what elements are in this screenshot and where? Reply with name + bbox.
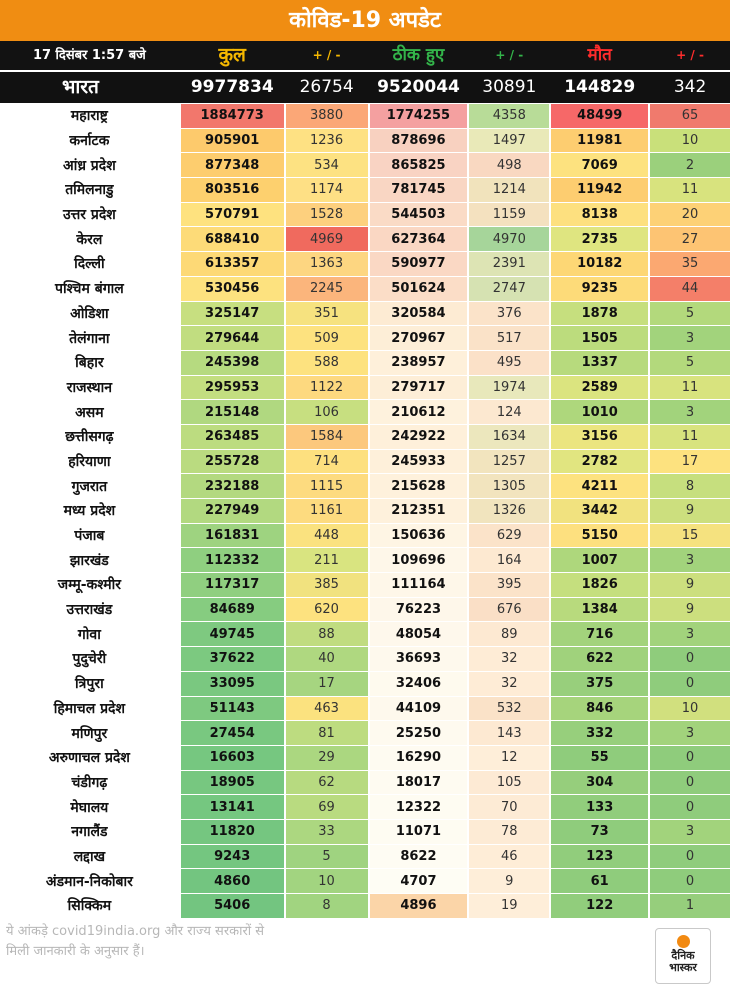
- total-cell: 803516: [181, 178, 284, 202]
- recovered-cell: 150636: [370, 524, 468, 548]
- source-note-line2: मिली जानकारी के अनुसार हैं।: [6, 944, 145, 959]
- recovered-cell: 32406: [370, 672, 468, 696]
- total-cell: 255728: [181, 450, 284, 474]
- deaths-cell: 1826: [551, 573, 648, 597]
- recovered-cell: 76223: [370, 598, 468, 622]
- table-row: [0, 869, 730, 894]
- total-change-cell: 588: [286, 351, 368, 375]
- recovered-change-cell: 495: [469, 351, 549, 375]
- recovered-cell: 11071: [370, 820, 468, 844]
- recovered-change-cell: 32: [469, 647, 549, 671]
- recovered-change-cell: 676: [469, 598, 549, 622]
- state-name: असम: [0, 400, 179, 424]
- deaths-change-cell: 0: [650, 746, 730, 770]
- recovered-cell: 210612: [370, 400, 468, 424]
- recovered-cell: 12322: [370, 795, 468, 819]
- total-header: कुल: [218, 44, 246, 66]
- recovered-change-cell: 1214: [469, 178, 549, 202]
- deaths-cell: 332: [551, 721, 648, 745]
- table-row: [0, 153, 730, 178]
- logo-text-line2: भास्कर: [669, 961, 697, 974]
- total-cell: 84689: [181, 598, 284, 622]
- total-cell: 215148: [181, 400, 284, 424]
- deaths-change-cell: 3: [650, 820, 730, 844]
- recovered-header: ठीक हुए: [392, 45, 445, 65]
- dainik-bhaskar-logo: [655, 928, 711, 984]
- total-cell: 613357: [181, 252, 284, 276]
- recovered-change-cell: 143: [469, 721, 549, 745]
- table-row: [0, 474, 730, 499]
- total-cell: 263485: [181, 425, 284, 449]
- india-deaths-change: 342: [673, 77, 707, 97]
- state-name: उत्तर प्रदेश: [0, 203, 179, 227]
- recovered-cell: 1774255: [370, 104, 468, 128]
- deaths-change-cell: 9: [650, 598, 730, 622]
- recovered-change-cell: 164: [469, 548, 549, 572]
- deaths-change-cell: 3: [650, 721, 730, 745]
- total-change-cell: 81: [286, 721, 368, 745]
- total-change-cell: 62: [286, 771, 368, 795]
- table-row: [0, 524, 730, 549]
- table-row: [0, 548, 730, 573]
- deaths-change-cell: 9: [650, 499, 730, 523]
- total-change-cell: 385: [286, 573, 368, 597]
- total-cell: 9243: [181, 845, 284, 869]
- state-name: दिल्ली: [0, 252, 179, 276]
- logo-text-line1: दैनिक: [671, 949, 695, 962]
- deaths-cell: 1007: [551, 548, 648, 572]
- recovered-change-cell: 1326: [469, 499, 549, 523]
- source-note-line1: ये आंकड़े covid19india.org और राज्य सरकारों से: [6, 924, 265, 939]
- total-cell: 117317: [181, 573, 284, 597]
- total-cell: 530456: [181, 277, 284, 301]
- state-name: ओडिशा: [0, 302, 179, 326]
- state-data-table: [0, 104, 730, 919]
- table-row: [0, 622, 730, 647]
- total-cell: 688410: [181, 227, 284, 251]
- deaths-cell: 2735: [551, 227, 648, 251]
- recovered-change-cell: 376: [469, 302, 549, 326]
- recovered-change-cell: 46: [469, 845, 549, 869]
- total-change-cell: 534: [286, 153, 368, 177]
- deaths-cell: 11942: [551, 178, 648, 202]
- deaths-cell: 7069: [551, 153, 648, 177]
- state-name: मेघालय: [0, 795, 179, 819]
- total-cell: 11820: [181, 820, 284, 844]
- state-name: मध्य प्रदेश: [0, 499, 179, 523]
- deaths-cell: 1505: [551, 326, 648, 350]
- total-cell: 51143: [181, 697, 284, 721]
- recovered-cell: 8622: [370, 845, 468, 869]
- recovered-change-cell: 629: [469, 524, 549, 548]
- state-name: आंध्र प्रदेश: [0, 153, 179, 177]
- deaths-change-cell: 3: [650, 400, 730, 424]
- deaths-header: मौत: [587, 45, 612, 65]
- deaths-change-cell: 27: [650, 227, 730, 251]
- deaths-cell: 55: [551, 746, 648, 770]
- deaths-cell: 61: [551, 869, 648, 893]
- total-cell: 232188: [181, 474, 284, 498]
- deaths-cell: 3442: [551, 499, 648, 523]
- deaths-cell: 8138: [551, 203, 648, 227]
- state-name: अंडमान-निकोबार: [0, 869, 179, 893]
- deaths-cell: 375: [551, 672, 648, 696]
- deaths-change-cell: 17: [650, 450, 730, 474]
- deaths-change-cell: 20: [650, 203, 730, 227]
- deaths-change-cell: 3: [650, 548, 730, 572]
- deaths-change-cell: 15: [650, 524, 730, 548]
- recovered-change-cell: 1974: [469, 376, 549, 400]
- recovered-cell: 16290: [370, 746, 468, 770]
- table-row: [0, 178, 730, 203]
- table-row: [0, 302, 730, 327]
- total-change-cell: 1161: [286, 499, 368, 523]
- deaths-cell: 122: [551, 894, 648, 918]
- total-change-cell: 1584: [286, 425, 368, 449]
- total-change-cell: 1363: [286, 252, 368, 276]
- deaths-change-cell: 0: [650, 795, 730, 819]
- table-row: [0, 425, 730, 450]
- recovered-change-cell: 532: [469, 697, 549, 721]
- total-cell: 279644: [181, 326, 284, 350]
- deaths-change-cell: 5: [650, 351, 730, 375]
- recovered-change-cell: 70: [469, 795, 549, 819]
- recovered-cell: 109696: [370, 548, 468, 572]
- recovered-cell: 627364: [370, 227, 468, 251]
- total-cell: 227949: [181, 499, 284, 523]
- deaths-cell: 622: [551, 647, 648, 671]
- deaths-change-cell: 0: [650, 869, 730, 893]
- total-cell: 161831: [181, 524, 284, 548]
- total-change-cell: 4969: [286, 227, 368, 251]
- deaths-change-cell: 8: [650, 474, 730, 498]
- table-row: [0, 894, 730, 919]
- state-name: तेलंगाना: [0, 326, 179, 350]
- table-row: [0, 277, 730, 302]
- recovered-change-cell: 1305: [469, 474, 549, 498]
- recovered-cell: 44109: [370, 697, 468, 721]
- state-name: पंजाब: [0, 524, 179, 548]
- deaths-cell: 2589: [551, 376, 648, 400]
- total-change-cell: 29: [286, 746, 368, 770]
- table-row: [0, 400, 730, 425]
- recovered-change-cell: 2747: [469, 277, 549, 301]
- total-cell: 877348: [181, 153, 284, 177]
- recovered-change-cell: 1634: [469, 425, 549, 449]
- state-name: सिक्किम: [0, 894, 179, 918]
- total-cell: 49745: [181, 622, 284, 646]
- page-title: कोविड-19 अपडेट: [0, 0, 730, 41]
- deaths-change-cell: 0: [650, 845, 730, 869]
- total-cell: 570791: [181, 203, 284, 227]
- recovered-change-cell: 9: [469, 869, 549, 893]
- recovered-change-cell: 89: [469, 622, 549, 646]
- recovered-cell: 48054: [370, 622, 468, 646]
- deaths-cell: 9235: [551, 277, 648, 301]
- total-cell: 16603: [181, 746, 284, 770]
- recovered-cell: 111164: [370, 573, 468, 597]
- india-recovered: 9520044: [377, 77, 460, 97]
- state-name: राजस्थान: [0, 376, 179, 400]
- state-name: तमिलनाडु: [0, 178, 179, 202]
- total-change-cell: 17: [286, 672, 368, 696]
- state-name: कर्नाटक: [0, 129, 179, 153]
- deaths-change-cell: 65: [650, 104, 730, 128]
- total-change-cell: 463: [286, 697, 368, 721]
- total-cell: 112332: [181, 548, 284, 572]
- state-name: पश्चिम बंगाल: [0, 277, 179, 301]
- sun-dot-icon: [677, 935, 690, 948]
- total-change-cell: 1122: [286, 376, 368, 400]
- total-change-cell: 448: [286, 524, 368, 548]
- total-change-cell: 1174: [286, 178, 368, 202]
- recovered-cell: 590977: [370, 252, 468, 276]
- recovered-change-header: + / -: [495, 48, 524, 62]
- recovered-cell: 215628: [370, 474, 468, 498]
- total-change-cell: 1115: [286, 474, 368, 498]
- deaths-cell: 10182: [551, 252, 648, 276]
- recovered-cell: 238957: [370, 351, 468, 375]
- total-change-cell: 5: [286, 845, 368, 869]
- table-row: [0, 227, 730, 252]
- state-name: उत्तराखंड: [0, 598, 179, 622]
- recovered-cell: 36693: [370, 647, 468, 671]
- deaths-change-cell: 5: [650, 302, 730, 326]
- deaths-change-cell: 3: [650, 622, 730, 646]
- table-row: [0, 104, 730, 129]
- total-change-cell: 1528: [286, 203, 368, 227]
- total-change-cell: 3880: [286, 104, 368, 128]
- state-name: हिमाचल प्रदेश: [0, 697, 179, 721]
- total-cell: 13141: [181, 795, 284, 819]
- total-change-cell: 10: [286, 869, 368, 893]
- recovered-cell: 4707: [370, 869, 468, 893]
- table-row: [0, 351, 730, 376]
- recovered-cell: 25250: [370, 721, 468, 745]
- deaths-cell: 123: [551, 845, 648, 869]
- recovered-cell: 212351: [370, 499, 468, 523]
- table-row: [0, 721, 730, 746]
- column-header-row: [0, 41, 730, 70]
- table-row: [0, 598, 730, 623]
- total-change-header: + / -: [312, 48, 341, 62]
- table-row: [0, 845, 730, 870]
- table-row: [0, 795, 730, 820]
- deaths-cell: 1010: [551, 400, 648, 424]
- total-cell: 33095: [181, 672, 284, 696]
- total-change-cell: 33: [286, 820, 368, 844]
- table-row: [0, 746, 730, 771]
- recovered-cell: 320584: [370, 302, 468, 326]
- recovered-change-cell: 124: [469, 400, 549, 424]
- total-cell: 37622: [181, 647, 284, 671]
- deaths-change-cell: 9: [650, 573, 730, 597]
- total-change-cell: 351: [286, 302, 368, 326]
- recovered-change-cell: 1159: [469, 203, 549, 227]
- deaths-cell: 4211: [551, 474, 648, 498]
- deaths-cell: 2782: [551, 450, 648, 474]
- total-change-cell: 2245: [286, 277, 368, 301]
- recovered-cell: 4896: [370, 894, 468, 918]
- deaths-cell: 11981: [551, 129, 648, 153]
- recovered-change-cell: 1497: [469, 129, 549, 153]
- table-row: [0, 326, 730, 351]
- recovered-change-cell: 1257: [469, 450, 549, 474]
- total-cell: 18905: [181, 771, 284, 795]
- deaths-cell: 73: [551, 820, 648, 844]
- total-cell: 295953: [181, 376, 284, 400]
- recovered-cell: 781745: [370, 178, 468, 202]
- india-label: भारत: [62, 76, 99, 98]
- total-cell: 5406: [181, 894, 284, 918]
- state-name: चंडीगढ़: [0, 771, 179, 795]
- recovered-change-cell: 4358: [469, 104, 549, 128]
- state-name: पुदुचेरी: [0, 647, 179, 671]
- recovered-cell: 245933: [370, 450, 468, 474]
- deaths-cell: 1337: [551, 351, 648, 375]
- total-cell: 905901: [181, 129, 284, 153]
- deaths-change-cell: 35: [650, 252, 730, 276]
- total-cell: 1884773: [181, 104, 284, 128]
- state-name: छत्तीसगढ़: [0, 425, 179, 449]
- source-note: [6, 922, 346, 962]
- total-cell: 245398: [181, 351, 284, 375]
- recovered-change-cell: 395: [469, 573, 549, 597]
- deaths-cell: 716: [551, 622, 648, 646]
- deaths-cell: 5150: [551, 524, 648, 548]
- deaths-cell: 304: [551, 771, 648, 795]
- table-row: [0, 771, 730, 796]
- state-name: गोवा: [0, 622, 179, 646]
- deaths-cell: 133: [551, 795, 648, 819]
- total-change-cell: 8: [286, 894, 368, 918]
- total-change-cell: 69: [286, 795, 368, 819]
- recovered-change-cell: 517: [469, 326, 549, 350]
- recovered-change-cell: 78: [469, 820, 549, 844]
- deaths-cell: 48499: [551, 104, 648, 128]
- recovered-change-cell: 4970: [469, 227, 549, 251]
- deaths-change-cell: 11: [650, 376, 730, 400]
- india-deaths: 144829: [564, 77, 636, 97]
- total-change-cell: 1236: [286, 129, 368, 153]
- india-total-change: 26754: [299, 77, 354, 97]
- state-name: लद्दाख: [0, 845, 179, 869]
- total-cell: 325147: [181, 302, 284, 326]
- total-change-cell: 106: [286, 400, 368, 424]
- recovered-change-cell: 12: [469, 746, 549, 770]
- deaths-cell: 846: [551, 697, 648, 721]
- recovered-cell: 865825: [370, 153, 468, 177]
- state-name: हरियाणा: [0, 450, 179, 474]
- recovered-change-cell: 32: [469, 672, 549, 696]
- deaths-change-cell: 1: [650, 894, 730, 918]
- table-row: [0, 697, 730, 722]
- table-row: [0, 499, 730, 524]
- deaths-cell: 3156: [551, 425, 648, 449]
- date-time-label: 17 दिसंबर 1:57 बजे: [32, 48, 146, 63]
- state-name: गुजरात: [0, 474, 179, 498]
- deaths-change-cell: 3: [650, 326, 730, 350]
- table-row: [0, 820, 730, 845]
- state-name: केरल: [0, 227, 179, 251]
- deaths-change-cell: 44: [650, 277, 730, 301]
- recovered-cell: 501624: [370, 277, 468, 301]
- recovered-cell: 544503: [370, 203, 468, 227]
- recovered-cell: 270967: [370, 326, 468, 350]
- india-recovered-change: 30891: [482, 77, 537, 97]
- total-change-cell: 509: [286, 326, 368, 350]
- deaths-change-cell: 2: [650, 153, 730, 177]
- state-name: अरुणाचल प्रदेश: [0, 746, 179, 770]
- total-cell: 27454: [181, 721, 284, 745]
- state-name: झारखंड: [0, 548, 179, 572]
- deaths-change-cell: 0: [650, 672, 730, 696]
- india-total-row: [0, 72, 730, 103]
- total-change-cell: 40: [286, 647, 368, 671]
- table-row: [0, 129, 730, 154]
- deaths-cell: 1384: [551, 598, 648, 622]
- table-row: [0, 252, 730, 277]
- state-name: मणिपुर: [0, 721, 179, 745]
- deaths-change-cell: 0: [650, 647, 730, 671]
- total-change-cell: 620: [286, 598, 368, 622]
- recovered-change-cell: 2391: [469, 252, 549, 276]
- state-name: बिहार: [0, 351, 179, 375]
- table-row: [0, 376, 730, 401]
- recovered-cell: 242922: [370, 425, 468, 449]
- deaths-change-cell: 11: [650, 178, 730, 202]
- total-cell: 4860: [181, 869, 284, 893]
- table-row: [0, 647, 730, 672]
- total-change-cell: 88: [286, 622, 368, 646]
- total-change-cell: 714: [286, 450, 368, 474]
- state-name: नगालैंड: [0, 820, 179, 844]
- total-change-cell: 211: [286, 548, 368, 572]
- deaths-change-cell: 11: [650, 425, 730, 449]
- recovered-cell: 279717: [370, 376, 468, 400]
- india-total: 9977834: [190, 77, 274, 97]
- table-row: [0, 450, 730, 475]
- deaths-change-cell: 10: [650, 697, 730, 721]
- recovered-change-cell: 498: [469, 153, 549, 177]
- table-row: [0, 573, 730, 598]
- table-row: [0, 672, 730, 697]
- deaths-cell: 1878: [551, 302, 648, 326]
- recovered-cell: 18017: [370, 771, 468, 795]
- state-name: महाराष्ट्र: [0, 104, 179, 128]
- state-name: जम्मू-कश्मीर: [0, 573, 179, 597]
- table-row: [0, 203, 730, 228]
- state-name: त्रिपुरा: [0, 672, 179, 696]
- recovered-cell: 878696: [370, 129, 468, 153]
- recovered-change-cell: 19: [469, 894, 549, 918]
- deaths-change-header: + / -: [676, 48, 704, 62]
- recovered-change-cell: 105: [469, 771, 549, 795]
- deaths-change-cell: 0: [650, 771, 730, 795]
- deaths-change-cell: 10: [650, 129, 730, 153]
